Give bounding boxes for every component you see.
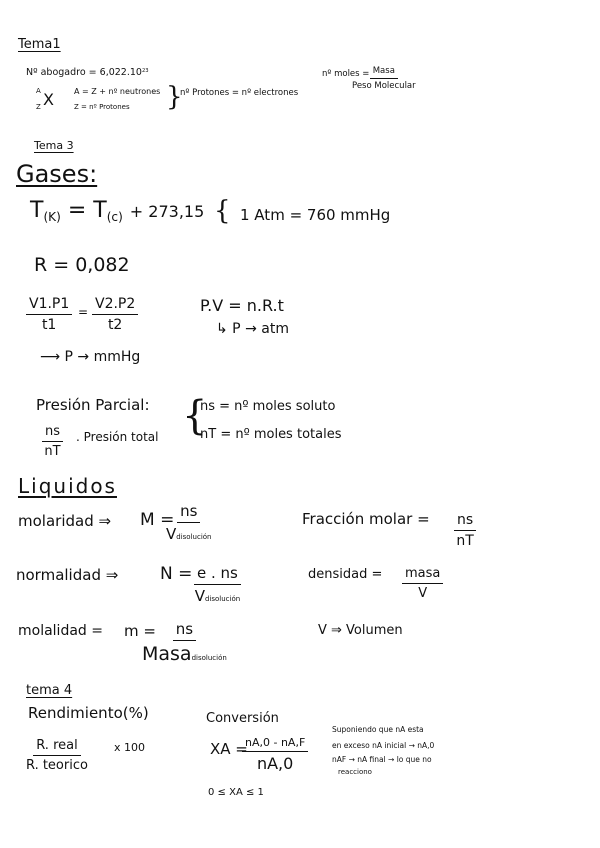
pressure-atm-arrow: ↳ P → atm [216, 321, 289, 337]
note-line-1: Suponiendo que nA esta [332, 725, 424, 734]
densidad-label: densidad = [308, 567, 383, 582]
atomic-number-definition: Z = nº Protones [74, 103, 130, 111]
molalidad-fraction: ns Masadisolución [142, 620, 227, 665]
note-line-3: nAF → nA final → lo que no [332, 755, 432, 764]
tema1-heading: Tema1 [18, 37, 61, 52]
gases-title: Gases: [16, 160, 98, 188]
conversion-title: Conversión [206, 711, 279, 726]
molalidad-label: molalidad = [18, 623, 103, 639]
protons-electrons-equality: nº Protones = nº electrones [180, 88, 299, 98]
partial-pressure-total: . Presión total [76, 430, 159, 444]
nucleus-Z: Z [36, 103, 41, 111]
volumen-note: V ⇒ Volumen [318, 623, 403, 638]
nucleus-A: A [36, 87, 41, 95]
rendimiento-multiplier: x 100 [114, 741, 146, 754]
fraccion-molar-fraction: $\frac{ns}{nT}$ [454, 512, 476, 549]
conversion-range: 0 ≤ XA ≤ 1 [208, 787, 264, 798]
normalidad-var: N = [160, 564, 193, 584]
moles-numerator: Masa [370, 66, 398, 79]
molaridad-label: molaridad ⇒ [18, 512, 112, 530]
liquidos-title: Liquidos [18, 474, 117, 498]
moles-denominator: Peso Molecular [352, 81, 416, 91]
curly-brace: } [166, 82, 183, 112]
r-constant: R = 0,082 [34, 254, 130, 276]
ideal-gas-law: P.V = n.R.t [200, 296, 284, 315]
moles-label: nº moles = [322, 69, 370, 79]
atm-equivalence: 1 Atm = 760 mmHg [240, 206, 391, 224]
tema3-heading: Tema 3 [34, 139, 74, 152]
molaridad-var: M = [140, 510, 175, 530]
conversion-fraction: nA,0 - nA,F nA,0 [242, 736, 308, 773]
partial-pressure-fraction: $\frac{ns}{nT}$ [42, 424, 63, 459]
note-line-4: reacciono [338, 768, 372, 776]
nucleus-X: X [43, 90, 54, 109]
normalidad-fraction: e . ns Vdisolución [194, 564, 241, 605]
molalidad-var: m = [124, 622, 156, 640]
temperature-conversion: $T_{(K)} = T_{(c)} + 273,15$ [30, 198, 205, 225]
rendimiento-title: Rendimiento(%) [28, 704, 149, 722]
ns-definition: ns = nº moles soluto [200, 399, 336, 414]
partial-pressure-title: Presión Parcial: [36, 396, 150, 414]
combined-law-right: $\frac{V2.P2}{t2}$ [92, 296, 138, 333]
densidad-fraction: masa V [402, 566, 443, 601]
separator-brace: { [214, 196, 231, 226]
moles-fraction [352, 66, 416, 91]
note-line-2: en exceso nA inicial → nA,0 [332, 741, 435, 750]
mass-number-definition: A = Z + nº neutrones [74, 87, 161, 96]
pressure-mmhg-arrow: ⟶ P → mmHg [40, 349, 141, 365]
molaridad-fraction: ns Vdisolución [166, 502, 212, 543]
avogadro-number: Nº abogadro = $6,022.10^{23}$ [26, 67, 149, 78]
combined-law-equals: = [78, 305, 89, 319]
definitions-brace: { [182, 393, 208, 439]
conversion-var: XA = [210, 740, 248, 758]
rendimiento-fraction: R. real R. teorico [26, 738, 88, 773]
fraccion-molar-label: Fracción molar = [302, 510, 430, 528]
nt-definition: nT = nº moles totales [200, 427, 342, 442]
tema4-heading: tema 4 [26, 683, 73, 698]
normalidad-label: normalidad ⇒ [16, 566, 119, 584]
combined-law-left: $\frac{V1.P1}{t1}$ [26, 296, 72, 333]
